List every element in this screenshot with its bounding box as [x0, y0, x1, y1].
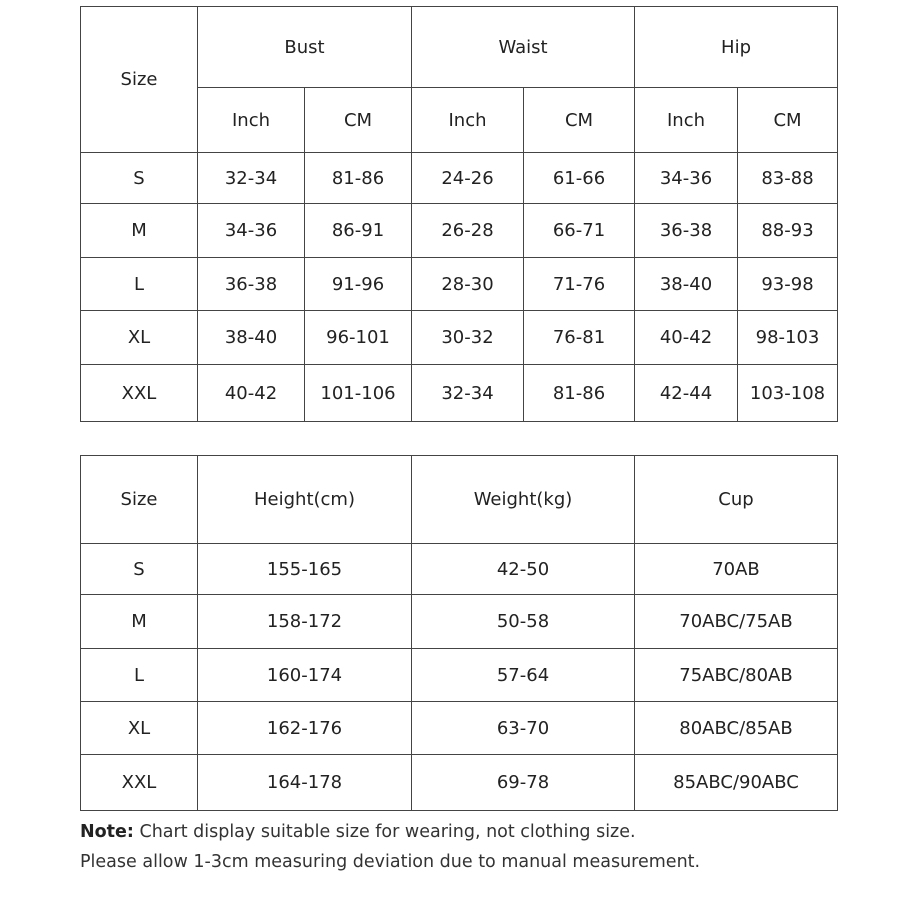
table-row [81, 702, 838, 755]
value-cell: 85ABC/90ABC [635, 755, 838, 811]
value-cell: 57-64 [412, 649, 635, 702]
value-cell: 69-78 [412, 755, 635, 811]
note-line-2: Please allow 1-3cm measuring deviation due to manual measurement. [80, 852, 701, 872]
measurement-cell: 61-66 [524, 153, 635, 204]
value-cell: 63-70 [412, 702, 635, 755]
measurement-cell: 36-38 [198, 258, 305, 311]
value-cell: 158-172 [198, 595, 412, 649]
value-cell: 75ABC/80AB [635, 649, 838, 702]
value-cell: 164-178 [198, 755, 412, 811]
measurement-cell: 36-38 [635, 204, 738, 258]
value-cell: 70AB [635, 544, 838, 595]
table-row [81, 204, 838, 258]
measurement-cell: 32-34 [198, 153, 305, 204]
measurement-cell: 76-81 [524, 311, 635, 365]
measurement-cell: 26-28 [412, 204, 524, 258]
value-cell: 42-50 [412, 544, 635, 595]
measurement-cell: 86-91 [305, 204, 412, 258]
measurement-cell: 91-96 [305, 258, 412, 311]
value-cell: 162-176 [198, 702, 412, 755]
measurement-cell: 81-86 [524, 365, 635, 422]
size-cell: XL [81, 702, 198, 755]
value-cell: 160-174 [198, 649, 412, 702]
measurement-cell: 38-40 [635, 258, 738, 311]
size-header: Size [81, 7, 198, 153]
body-measurements-table [80, 6, 838, 422]
measurement-cell: 93-98 [738, 258, 838, 311]
unit-header: Inch [198, 88, 305, 153]
table-row [81, 258, 838, 311]
measurement-cell: 34-36 [635, 153, 738, 204]
table-row [81, 544, 838, 595]
note-line-1 [80, 822, 636, 842]
table-row [81, 755, 838, 811]
height-weight-cup-table [80, 455, 838, 811]
unit-header: CM [738, 88, 838, 153]
measurement-cell: 28-30 [412, 258, 524, 311]
measurement-cell: 24-26 [412, 153, 524, 204]
table-row [81, 649, 838, 702]
size-cell: L [81, 649, 198, 702]
measurement-cell: 88-93 [738, 204, 838, 258]
table-row [81, 365, 838, 422]
size-cell: XL [81, 311, 198, 365]
measurement-cell: 83-88 [738, 153, 838, 204]
size-cell: M [81, 595, 198, 649]
unit-header: Inch [635, 88, 738, 153]
measurement-cell: 71-76 [524, 258, 635, 311]
table-row [81, 153, 838, 204]
value-cell: 50-58 [412, 595, 635, 649]
note-text-1: Chart display suitable size for wearing, not clothing size. [133, 822, 636, 842]
size-cell: XXL [81, 365, 198, 422]
bust-header: Bust [198, 7, 412, 88]
value-cell: 70ABC/75AB [635, 595, 838, 649]
size-cell: M [81, 204, 198, 258]
measurement-cell: 101-106 [305, 365, 412, 422]
size-cell: L [81, 258, 198, 311]
measurement-cell: 40-42 [635, 311, 738, 365]
measurement-cell: 30-32 [412, 311, 524, 365]
measurement-cell: 40-42 [198, 365, 305, 422]
column-header: Cup [635, 456, 838, 544]
size-cell: S [81, 153, 198, 204]
table-row [81, 595, 838, 649]
hip-header: Hip [635, 7, 838, 88]
measurement-cell: 98-103 [738, 311, 838, 365]
column-header: Height(cm) [198, 456, 412, 544]
measurement-cell: 103-108 [738, 365, 838, 422]
measurement-cell: 96-101 [305, 311, 412, 365]
waist-header: Waist [412, 7, 635, 88]
column-header: Weight(kg) [412, 456, 635, 544]
measurement-cell: 42-44 [635, 365, 738, 422]
unit-header: CM [305, 88, 412, 153]
measurement-cell: 38-40 [198, 311, 305, 365]
measurement-cell: 81-86 [305, 153, 412, 204]
value-cell: 80ABC/85AB [635, 702, 838, 755]
column-header: Size [81, 456, 198, 544]
value-cell: 155-165 [198, 544, 412, 595]
size-cell: S [81, 544, 198, 595]
size-cell: XXL [81, 755, 198, 811]
unit-header: Inch [412, 88, 524, 153]
unit-header: CM [524, 88, 635, 153]
note-label: Note: [80, 822, 134, 842]
measurement-cell: 66-71 [524, 204, 635, 258]
measurement-cell: 34-36 [198, 204, 305, 258]
measurement-cell: 32-34 [412, 365, 524, 422]
table-row [81, 311, 838, 365]
